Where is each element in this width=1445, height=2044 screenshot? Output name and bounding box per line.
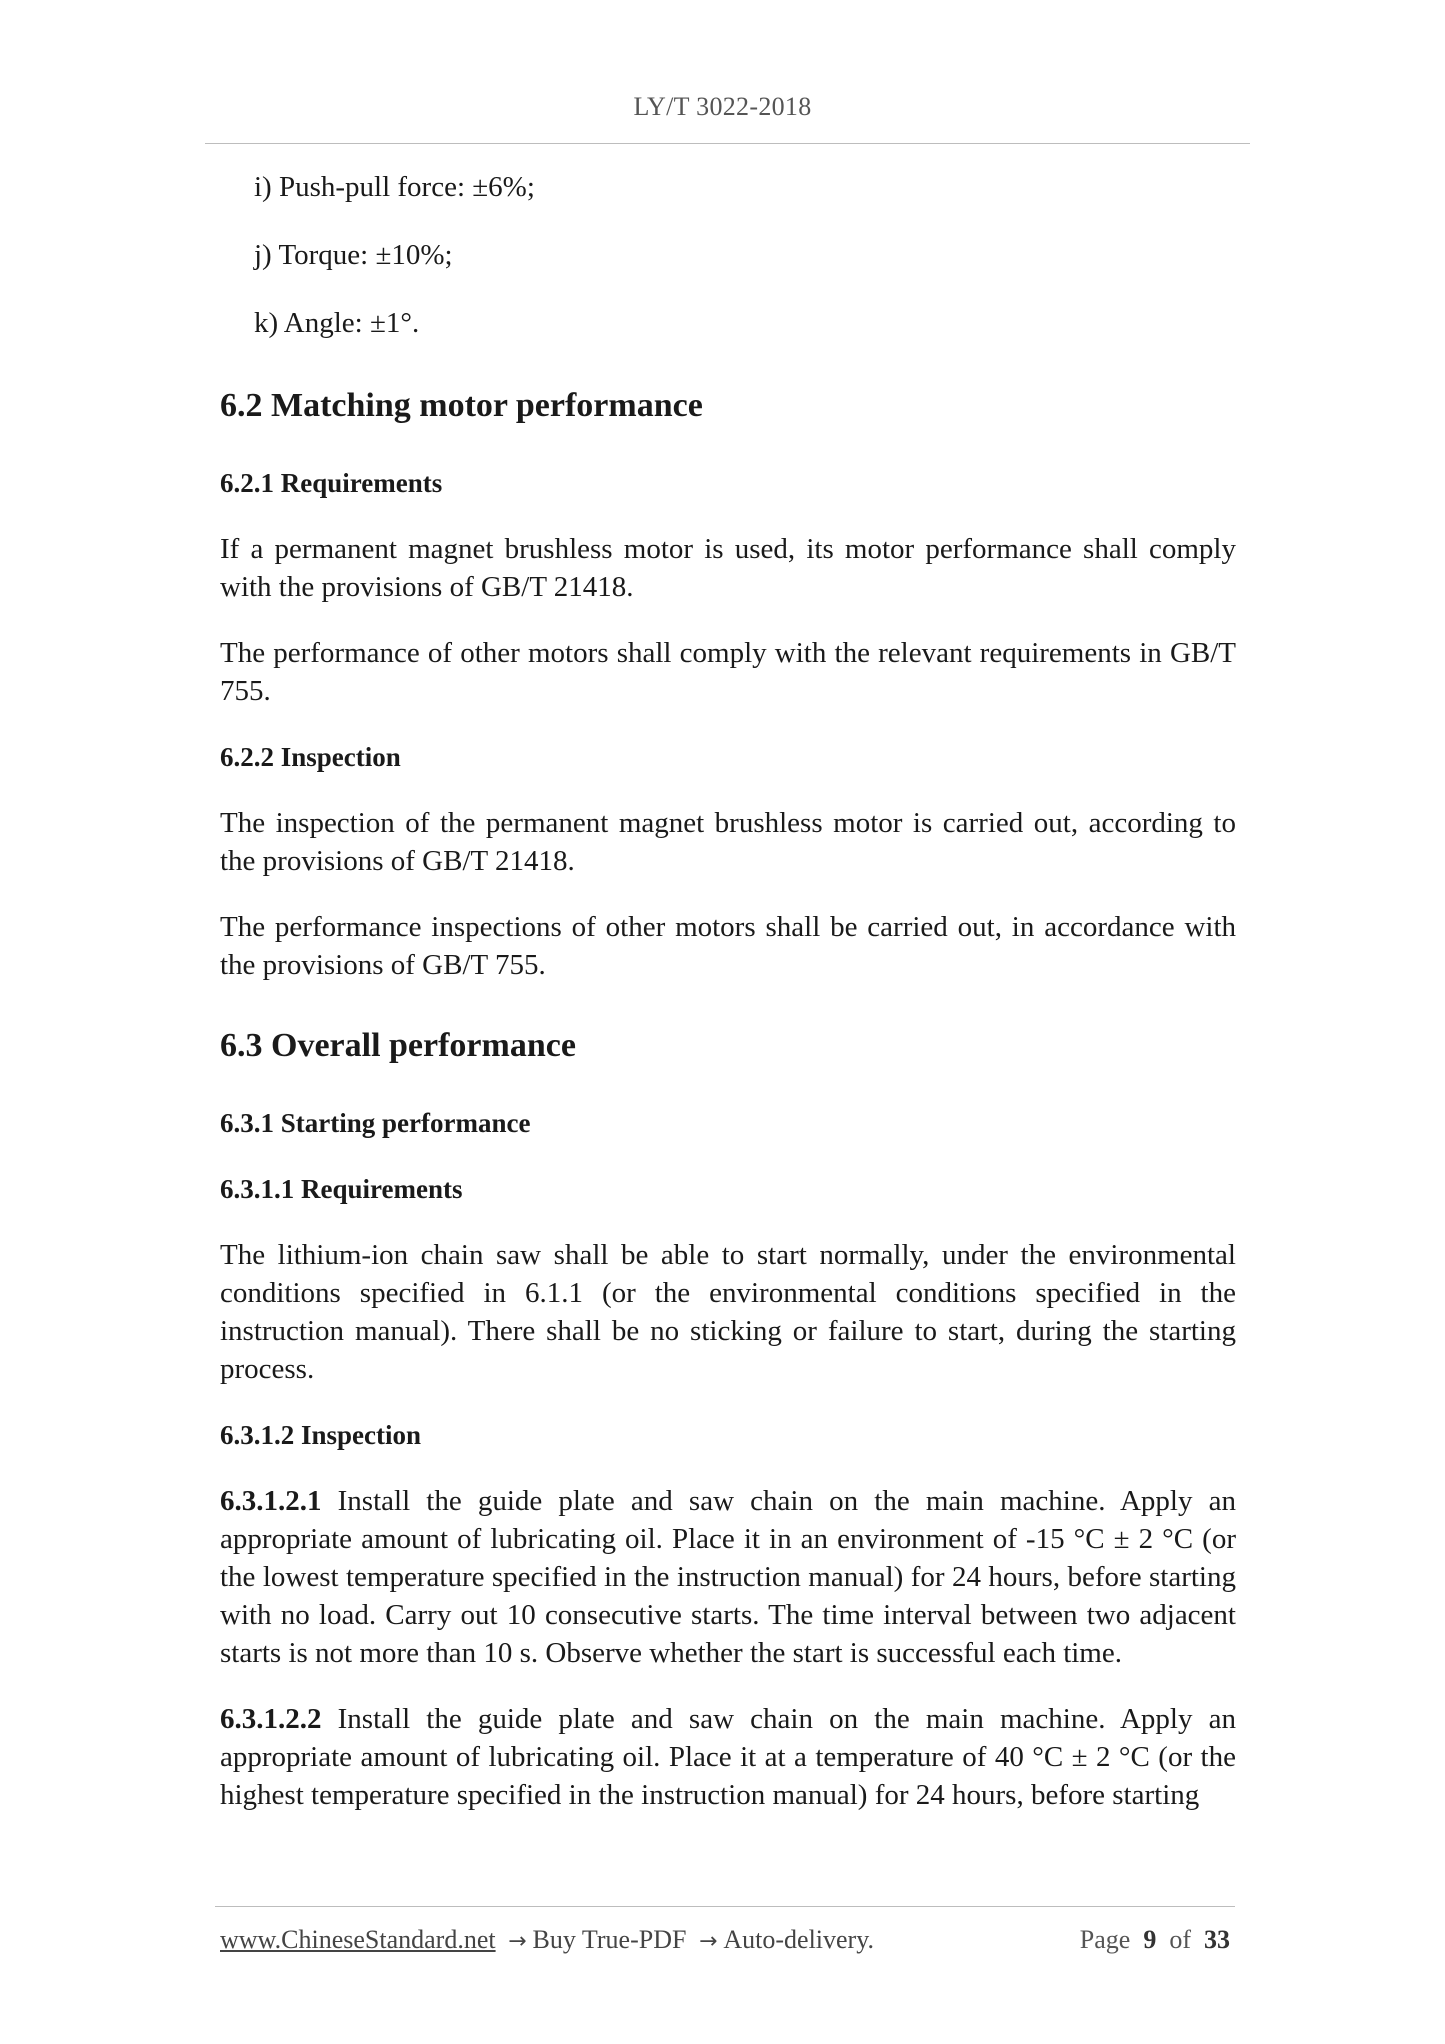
paragraph-6-3-1-1: The lithium-ion chain saw shall be able to start normally, under the environmental conditions specified in 6.1.1 (or the environmental conditions specified in the instruction manual). There shall be no sticking or failure to start, during the starting process. — [220, 1239, 1236, 1385]
section-6-3-1-1-heading: 6.3.1.1 Requirements — [220, 1174, 463, 1204]
footer-promo — [220, 1925, 874, 1955]
clause-number: 6.3.1.2.1 — [220, 1485, 322, 1517]
paragraph-6-2-2-b: The performance inspections of other motors shall be carried out, in accordance with the provisions of GB/T 755. — [220, 911, 1236, 981]
auto-delivery-text: Auto-delivery. — [723, 1925, 875, 1954]
header-divider — [205, 143, 1250, 144]
website-link[interactable]: www.ChineseStandard.net — [220, 1925, 496, 1954]
section-6-3-1-2-heading: 6.3.1.2 Inspection — [220, 1420, 422, 1450]
footer-divider — [215, 1906, 1235, 1907]
paragraph-6-2-2-a: The inspection of the permanent magnet brushless motor is carried out, according to the provisions of GB/T 21418. — [220, 807, 1236, 877]
document-code-header: LY/T 3022-2018 — [633, 92, 812, 121]
buy-true-pdf-text: Buy True-PDF — [532, 1925, 687, 1954]
clause-number: 6.3.1.2.2 — [220, 1703, 322, 1735]
of-label: of — [1169, 1925, 1191, 1954]
list-item-push-pull: i) Push-pull force: ±6%; — [254, 171, 535, 203]
section-6-2-heading: 6.2 Matching motor performance — [220, 387, 703, 424]
paragraph-6-2-1-a: If a permanent magnet brushless motor is used, its motor performance shall comply with the provisions of GB/T 21418. — [220, 533, 1236, 603]
right-arrow-icon: → — [698, 1929, 718, 1954]
section-6-2-1-heading: 6.2.1 Requirements — [220, 468, 443, 498]
clause-text: Install the guide plate and saw chain on the main machine. Apply an appropriate amount of lubricating oil. Place it in an environment of -15 °C ± 2 °C (or the lowest temperature specified in the instruction manual) for 24 hours, before starting with no load. Carry out 10 consecutive starts. The time interval between two adjacent starts is not more than 10 s. Observe whether the start is successful each time. — [220, 1485, 1236, 1669]
clause-text: Install the guide plate and saw chain on the main machine. Apply an appropriate amount of lubricating oil. Place it at a temperature of 40 °C ± 2 °C (or the highest temperature specified in the instruction manual) for 24 hours, before starting — [220, 1703, 1236, 1811]
current-page: 9 — [1143, 1925, 1157, 1954]
total-pages: 33 — [1204, 1925, 1230, 1954]
right-arrow-icon: → — [508, 1929, 527, 1954]
paragraph-6-2-1-b: The performance of other motors shall comply with the relevant requirements in GB/T 755. — [220, 637, 1236, 707]
section-6-3-1-heading: 6.3.1 Starting performance — [220, 1108, 531, 1138]
section-6-2-2-heading: 6.2.2 Inspection — [220, 742, 401, 772]
page-label: Page — [1079, 1925, 1131, 1954]
clause-6-3-1-2-2 — [220, 1700, 1236, 1814]
page-number — [1080, 1925, 1230, 1955]
list-item-angle: k) Angle: ±1°. — [254, 307, 420, 339]
page-body — [220, 168, 1236, 1842]
section-6-3-heading: 6.3 Overall performance — [220, 1027, 576, 1064]
list-item-torque: j) Torque: ±10%; — [254, 239, 453, 271]
clause-6-3-1-2-1 — [220, 1482, 1236, 1672]
